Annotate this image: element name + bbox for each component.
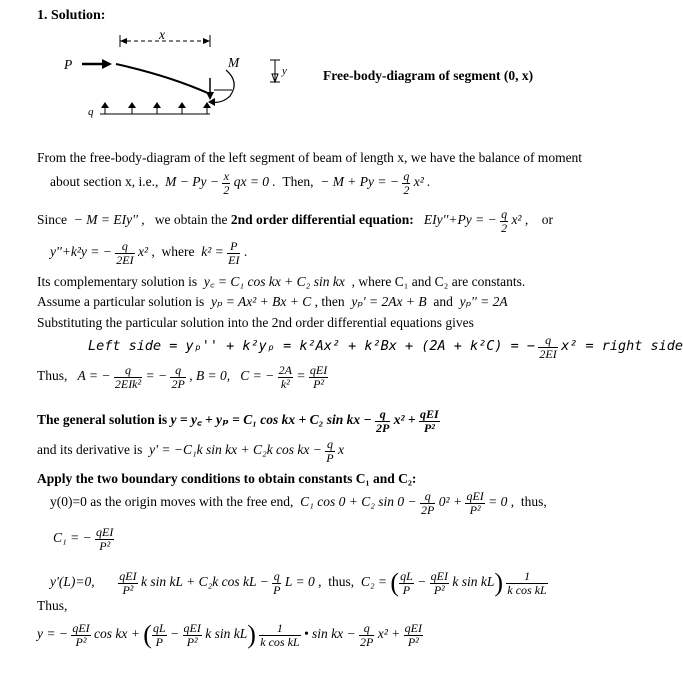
apply-bc-heading: Apply the two boundary conditions to obtain constants C₁ and C₂: [37, 471, 417, 486]
paragraph-1-line-1: From the free-body-diagram of the left segment of beam of length x, we have the balance of moment [37, 150, 583, 165]
derivative-line: and its derivative is y' = −C₁k sin kx + C₂k cos kx − $\frac{q}{P}$ x [37, 437, 344, 465]
moment-m-arc [210, 70, 234, 102]
fbd-label-y: y [282, 65, 287, 77]
c1-result: C₁ = − $\frac{\text{qEI}}{\text{P²}}$ [53, 525, 114, 553]
section-heading: 1. Solution: [37, 8, 106, 23]
particular-solution-line: Assume a particular solution is yₚ = Ax² + Bx + C , then yₚ' = 2Ax + B and yₚ'' = 2A [37, 294, 508, 309]
complementary-solution-line: Its complementary solution is y꜀ = C₁ cos kx + C₂ sin kx , where C₁ and C₂ are constants. [37, 274, 526, 289]
fbd-label-m: M [228, 55, 240, 70]
general-solution-line: The general solution is y = y꜀ + yₚ = C₁ cos kx + C₂ sin kx − $\frac{q}{2P}$ x² + $\frac{\text{qEI}}{\text{P²}}$ [37, 407, 439, 435]
thus-label: Thus, [37, 598, 68, 613]
fbd-label-p: P [64, 57, 73, 72]
fbd-caption: Free-body-diagram of segment (0, x) [323, 68, 534, 83]
ode-normalized: y''+k²y = − $\frac{q}{2EI}$ x² , where k² = $\frac{P}{EI}$ . [50, 239, 248, 267]
fbd-label-q: q [88, 106, 94, 118]
beam-segment [116, 64, 210, 94]
fbd-label-x: x [159, 27, 165, 42]
left-side-equation: Left side = yₚ'' + k²yₚ = k²Ax² + k²Bx + (2A + k²C) = − $\frac{q}{2EI}$ x² = right side [88, 333, 683, 361]
substituting-line: Substituting the particular solution into the 2nd order differential equations gives [37, 315, 474, 330]
constants-abc-line: Thus, A = − $\frac{q}{\text{2EIk²}}$ = − $\frac{q}{2P}$ , B = 0, C = − $\frac{2A}{\text{k²}}$ = $\frac{\text{qEI}}{\text{P²}}$ [37, 363, 328, 391]
bc1-line: y(0)=0 as the origin moves with the free end, C₁ cos 0 + C₂ sin 0 − $\frac{q}{2P}$ 0² + $\frac{\text{qEI}}{\text{P²}}$ = 0 , thus, [50, 489, 547, 517]
paragraph-2: Since − M = EIy'' , we obtain the 2nd order differential equation: EIy''+Py = − $\frac{q}{2}$ x² , or [37, 207, 553, 235]
bc2-line: y'(L)=0, $\frac{\text{qEI}}{\text{P²}}$ k sin kL + C₂k cos kL − $\frac{q}{P}$ L = 0 , thus, C₂ = ( $\frac{qL}{P}$ − $\frac{\text{qEI}}{\text{P²}}$ k sin kL) $\frac{1}{\text{k cos kL}}$ [50, 568, 547, 597]
free-body-diagram [60, 24, 310, 124]
final-solution: y = − $\frac{\text{qEI}}{\text{P²}}$ cos kx + ( $\frac{qL}{P}$ − $\frac{\text{qEI}}{\text{P²}}$ k sin kL) $\frac{1}{\text{k cos kL}}$ • sin kx − $\frac{q}{2P}$ x² + $\frac{\text{qEI}}{\text{P²}}$ [37, 620, 422, 649]
paragraph-1-line-2: about section x, i.e., M − Py − $\frac{x}{2}$ qx = 0 . Then, − M + Py = − $\frac{q}{2}$ x² . [50, 169, 431, 197]
